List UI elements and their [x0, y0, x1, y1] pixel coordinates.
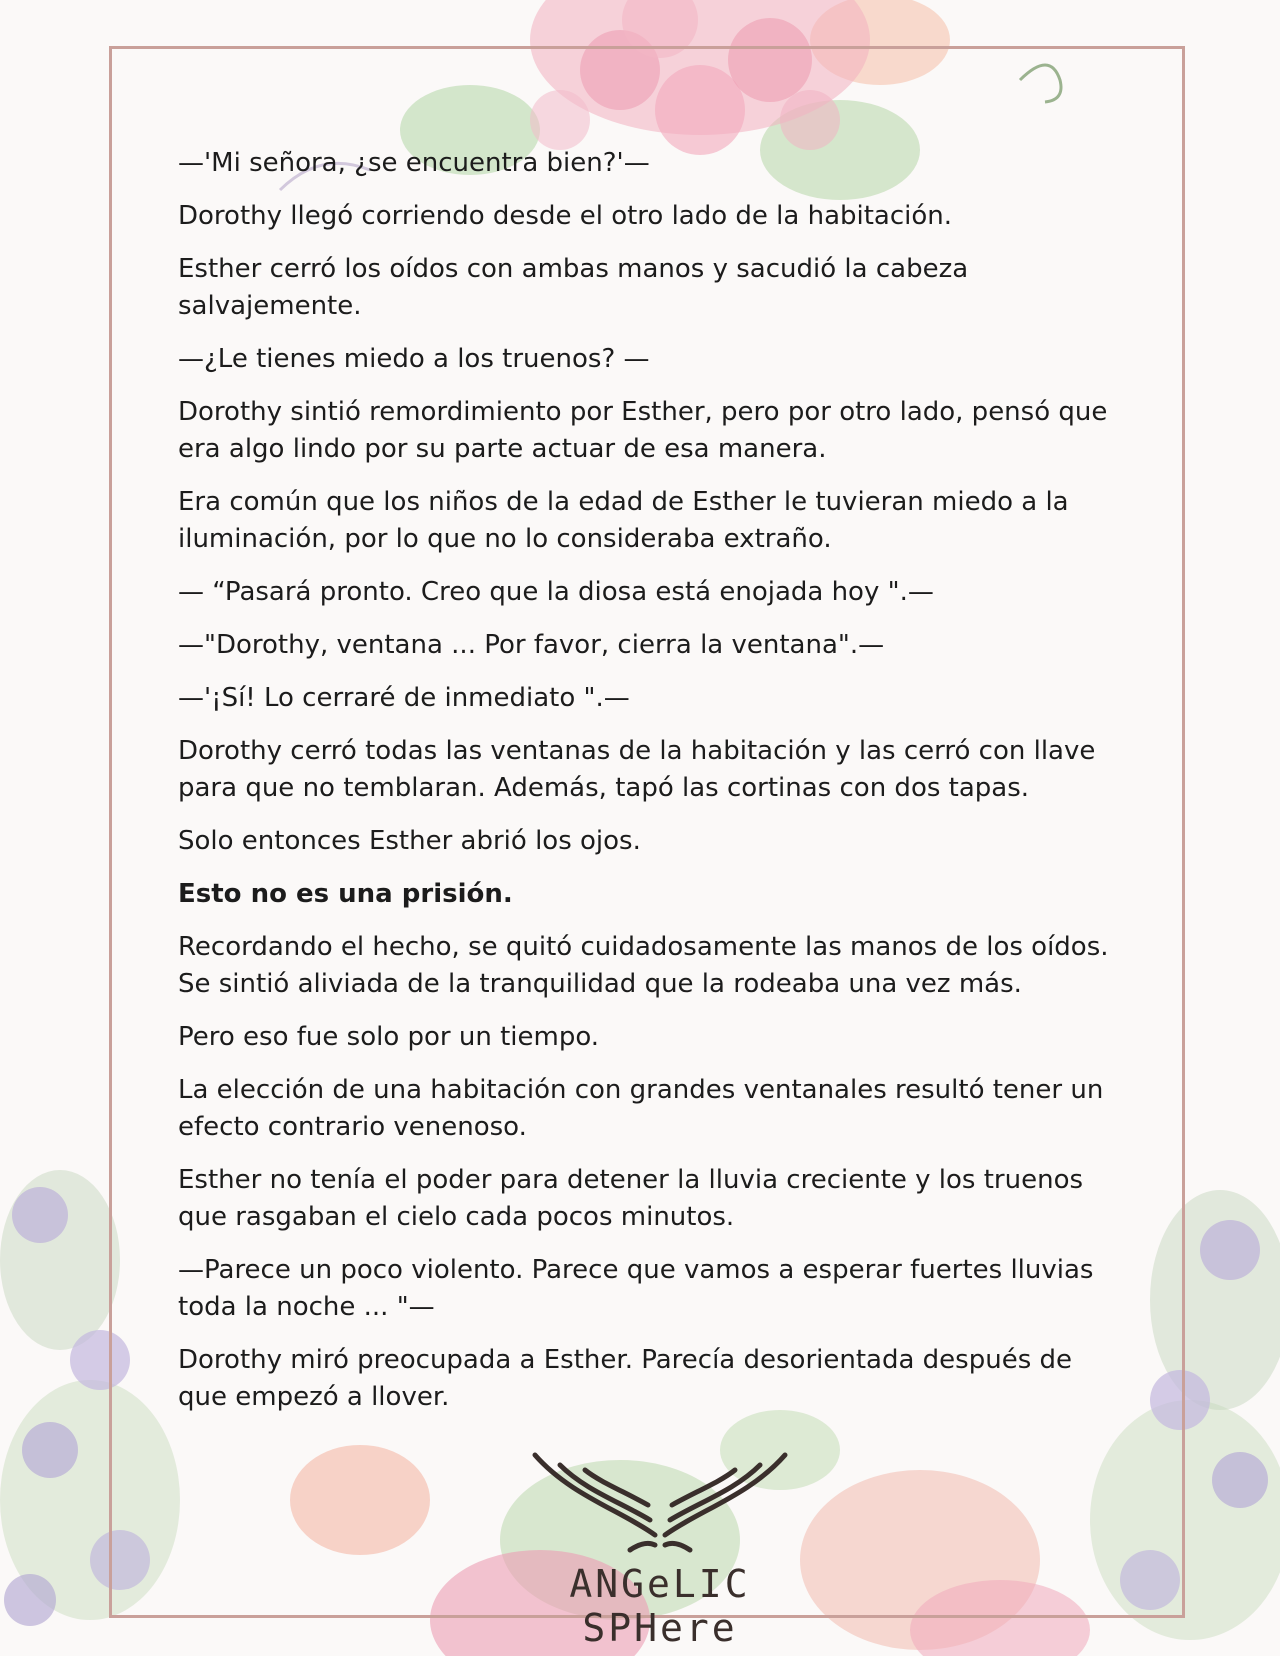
paragraph: Esther no tenía el poder para detener la lluvia creciente y los truenos que rasgaban el cielo cada pocos minutos.	[178, 1165, 1084, 1232]
paragraph: —Parece un poco violento. Parece que vamos a esperar fuertes lluvias toda la noche ... "—	[178, 1255, 1094, 1322]
paragraph: Dorothy llegó corriendo desde el otro lado de la habitación.	[178, 201, 953, 231]
angelic-sphere-logo	[490, 1440, 830, 1650]
paragraph: La elección de una habitación con grandes ventanales resultó tener un efecto contrario venenoso.	[178, 1075, 1104, 1142]
paragraph: Solo entonces Esther abrió los ojos.	[178, 826, 641, 856]
story-text	[178, 145, 1118, 1432]
paragraph: Dorothy cerró todas las ventanas de la habitación y las cerró con llave para que no temblaran. Además, tapó las cortinas con dos tapas.	[178, 736, 1096, 803]
paragraph: Era común que los niños de la edad de Esther le tuvieran miedo a la iluminación, por lo que no lo consideraba extraño.	[178, 487, 1069, 554]
paragraph: —'Mi señora, ¿se encuentra bien?'—	[178, 148, 650, 178]
paragraph: Esther cerró los oídos con ambas manos y sacudió la cabeza salvajemente.	[178, 254, 969, 321]
bold-paragraph: Esto no es una prisión.	[178, 879, 513, 909]
paragraph: Dorothy miró preocupada a Esther. Parecía desorientada después de que empezó a llover.	[178, 1345, 1073, 1412]
paragraph: —"Dorothy, ventana ... Por favor, cierra la ventana".—	[178, 630, 885, 660]
logo-text: ANGeLIC SPHere	[569, 1562, 751, 1650]
paragraph: Dorothy sintió remordimiento por Esther, pero por otro lado, pensó que era algo lindo por su parte actuar de esa manera.	[178, 397, 1108, 464]
paragraph: —'¡Sí! Lo cerraré de inmediato ".—	[178, 683, 630, 713]
paragraph: Recordando el hecho, se quitó cuidadosamente las manos de los oídos. Se sintió aliviada de la tranquilidad que la rodeaba una vez más.	[178, 932, 1109, 999]
paragraph: Pero eso fue solo por un tiempo.	[178, 1022, 600, 1052]
paragraph: — “Pasará pronto. Creo que la diosa está enojada hoy ".—	[178, 577, 934, 607]
angel-wings-icon	[490, 1440, 830, 1560]
paragraph: —¿Le tienes miedo a los truenos? —	[178, 344, 650, 374]
